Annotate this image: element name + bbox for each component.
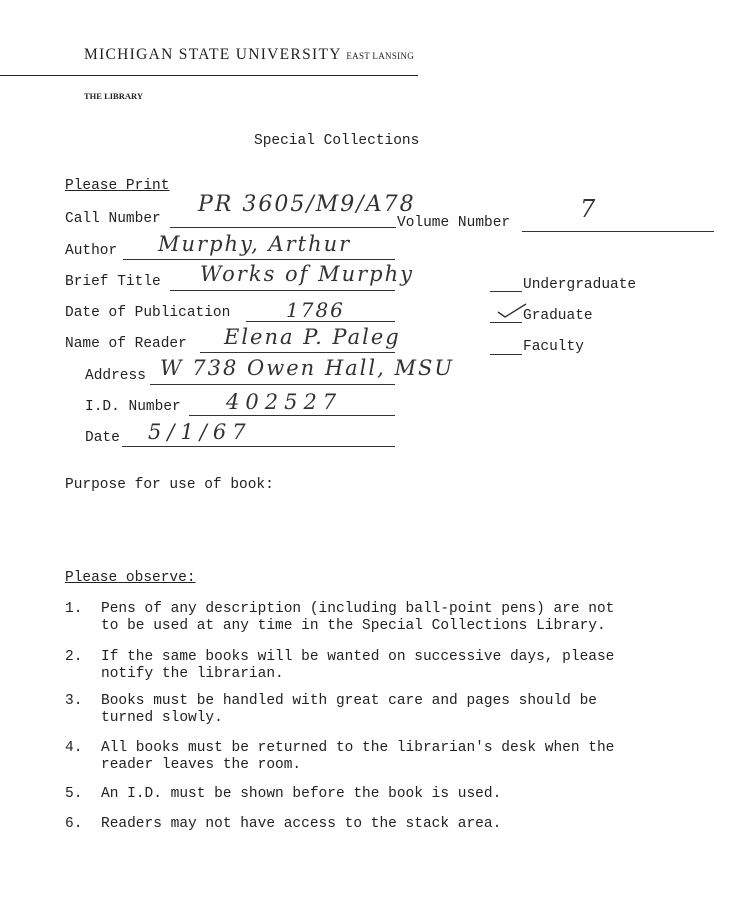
rule-number: 3.	[65, 693, 83, 709]
id-number-label: I.D. Number	[85, 399, 181, 415]
rule-text: If the same books will be wanted on successive days, please notify the librarian.	[101, 649, 615, 682]
call-number-entry: PR 3605/M9/A78	[198, 192, 416, 217]
university-name: MICHIGAN STATE UNIVERSITY	[84, 46, 342, 63]
rule-number: 4.	[65, 740, 83, 756]
date-entry: 5/1/67	[148, 420, 252, 444]
rule-number: 6.	[65, 816, 83, 832]
rule-text: Readers may not have access to the stack area.	[101, 816, 502, 832]
brief-title-label: Brief Title	[65, 274, 161, 290]
letterhead-rule	[0, 75, 418, 76]
volume-number-line	[522, 231, 714, 232]
rule-text: All books must be returned to the librarian's desk when the reader leaves the room.	[101, 740, 615, 773]
undergraduate-blank	[490, 291, 522, 292]
call-number-line	[170, 227, 396, 228]
rule-text: Pens of any description (including ball-point pens) are not to be used at any time in the Special Collections Library.	[101, 601, 615, 634]
address-entry: W 738 Owen Hall, MSU	[160, 356, 455, 380]
rule-text: Books must be handled with great care and pages should be turned slowly.	[101, 693, 597, 726]
address-line	[150, 384, 395, 385]
name-of-reader-entry: Elena P. Paleg	[224, 325, 401, 349]
author-line	[123, 259, 395, 260]
name-of-reader-label: Name of Reader	[65, 336, 187, 352]
date-label: Date	[85, 430, 120, 446]
brief-title-entry: Works of Murphy	[200, 262, 415, 286]
date-line	[122, 446, 395, 447]
id-number-entry: 402527	[226, 390, 343, 414]
brief-title-line	[170, 290, 395, 291]
faculty-blank	[490, 354, 522, 355]
date-of-publication-entry: 1786	[286, 298, 345, 322]
rule-number: 5.	[65, 786, 83, 802]
author-entry: Murphy, Arthur	[158, 232, 352, 256]
rule-number: 1.	[65, 601, 83, 617]
graduate-option: Graduate	[523, 308, 593, 324]
graduate-blank	[490, 322, 522, 323]
name-of-reader-line	[200, 352, 395, 353]
undergraduate-option: Undergraduate	[523, 277, 637, 293]
please-print-heading: Please Print	[65, 178, 170, 194]
volume-number-entry: 7	[580, 195, 598, 223]
volume-number-label: Volume Number	[397, 215, 511, 231]
letterhead-university	[84, 46, 414, 64]
author-label: Author	[65, 243, 118, 259]
rule-text: An I.D. must be shown before the book is used.	[101, 786, 502, 802]
date-of-publication-label: Date of Publication	[65, 305, 231, 321]
department-title: Special Collections	[254, 133, 420, 149]
rule-number: 2.	[65, 649, 83, 665]
address-label: Address	[85, 368, 146, 384]
faculty-option: Faculty	[523, 339, 584, 355]
call-number-label: Call Number	[65, 211, 161, 227]
purpose-label: Purpose for use of book:	[65, 477, 274, 493]
university-location: EAST LANSING	[346, 51, 415, 61]
rules-heading: Please observe:	[65, 570, 196, 586]
library-name: THE LIBRARY	[84, 91, 143, 101]
id-number-line	[189, 415, 395, 416]
